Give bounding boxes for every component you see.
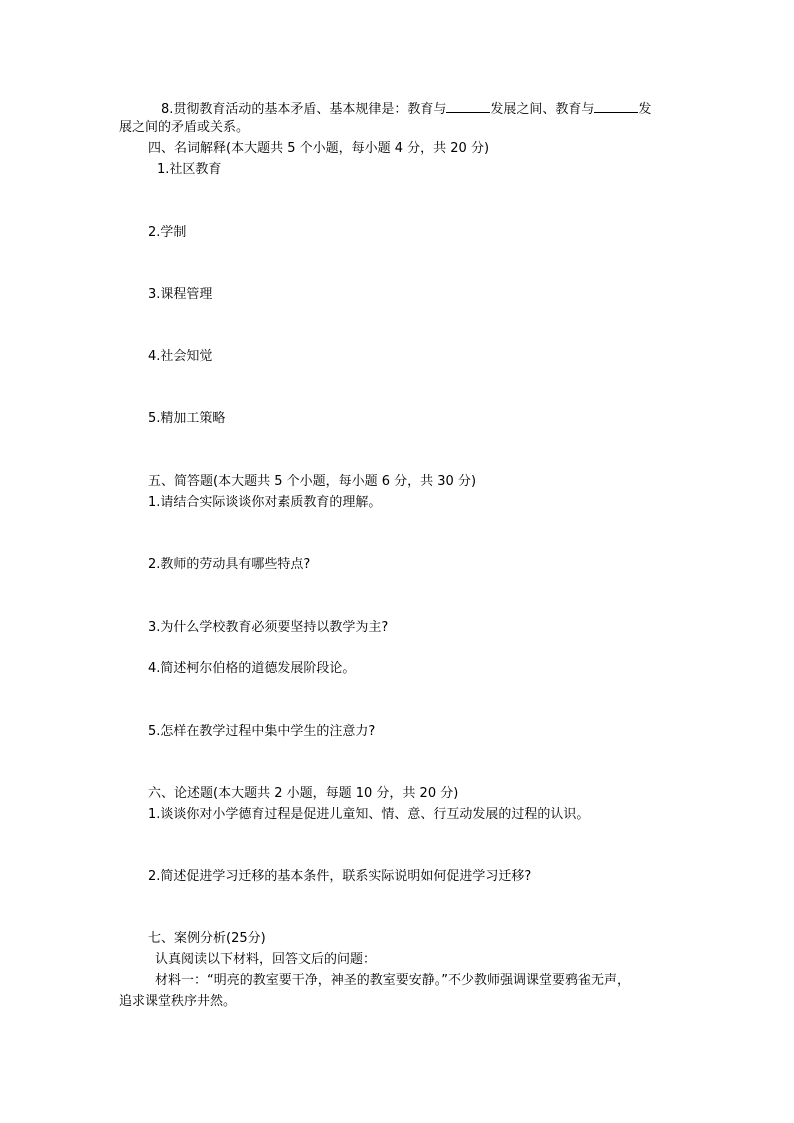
section-5-item-2: 2.教师的劳动具有哪些特点? — [148, 557, 311, 572]
question-8-line-1 — [161, 100, 651, 118]
section-7-intro: 认真阅读以下材料，回答文后的问题： — [155, 952, 377, 967]
section-5-item-4: 4.简述柯尔伯格的道德发展阶段论。 — [148, 661, 356, 676]
question-8-text-b: 发展之间、教育与 — [490, 102, 595, 117]
section-6-heading: 六、论述题(本大题共 2 小题，每题 10 分，共 20 分) — [148, 786, 459, 801]
section-4-item-2: 2.学制 — [148, 225, 187, 240]
question-8-text-c: 发 — [638, 102, 652, 117]
section-6-item-2: 2.简述促进学习迁移的基本条件，联系实际说明如何促进学习迁移? — [148, 869, 532, 884]
question-8-line-2: 展之间的矛盾或关系。 — [119, 120, 250, 135]
section-5-item-3: 3.为什么学校教育必须要坚持以教学为主? — [148, 620, 389, 635]
answer-blank — [446, 100, 490, 113]
section-5-item-1: 1.请结合实际谈谈你对素质教育的理解。 — [148, 495, 382, 510]
section-4-heading: 四、名词解释(本大题共 5 个小题，每小题 4 分，共 20 分) — [148, 141, 490, 156]
section-4-item-1: 1.社区教育 — [157, 162, 222, 177]
section-5-item-5: 5.怎样在教学过程中集中学生的注意力? — [148, 724, 376, 739]
section-5-heading: 五、简答题(本大题共 5 个小题，每小题 6 分，共 30 分) — [148, 474, 477, 489]
section-4-item-4: 4.社会知觉 — [148, 349, 213, 364]
section-4-item-5: 5.精加工策略 — [148, 411, 226, 426]
question-8-text-a: 8.贯彻教育活动的基本矛盾、基本规律是：教育与 — [161, 102, 447, 117]
section-7-material-1-line-1: 材料一：“明亮的教室要干净，神圣的教室要安静。”不少教师强调课堂要鸦雀无声， — [155, 973, 630, 988]
section-7-material-1-line-2: 追求课堂秩序井然。 — [119, 994, 237, 1009]
section-4-item-3: 3.课程管理 — [148, 287, 213, 302]
section-7-heading: 七、案例分析(25分) — [148, 931, 266, 946]
section-6-item-1: 1.谈谈你对小学德育过程是促进儿童知、情、意、行互动发展的过程的认识。 — [148, 807, 590, 822]
answer-blank — [594, 100, 638, 113]
